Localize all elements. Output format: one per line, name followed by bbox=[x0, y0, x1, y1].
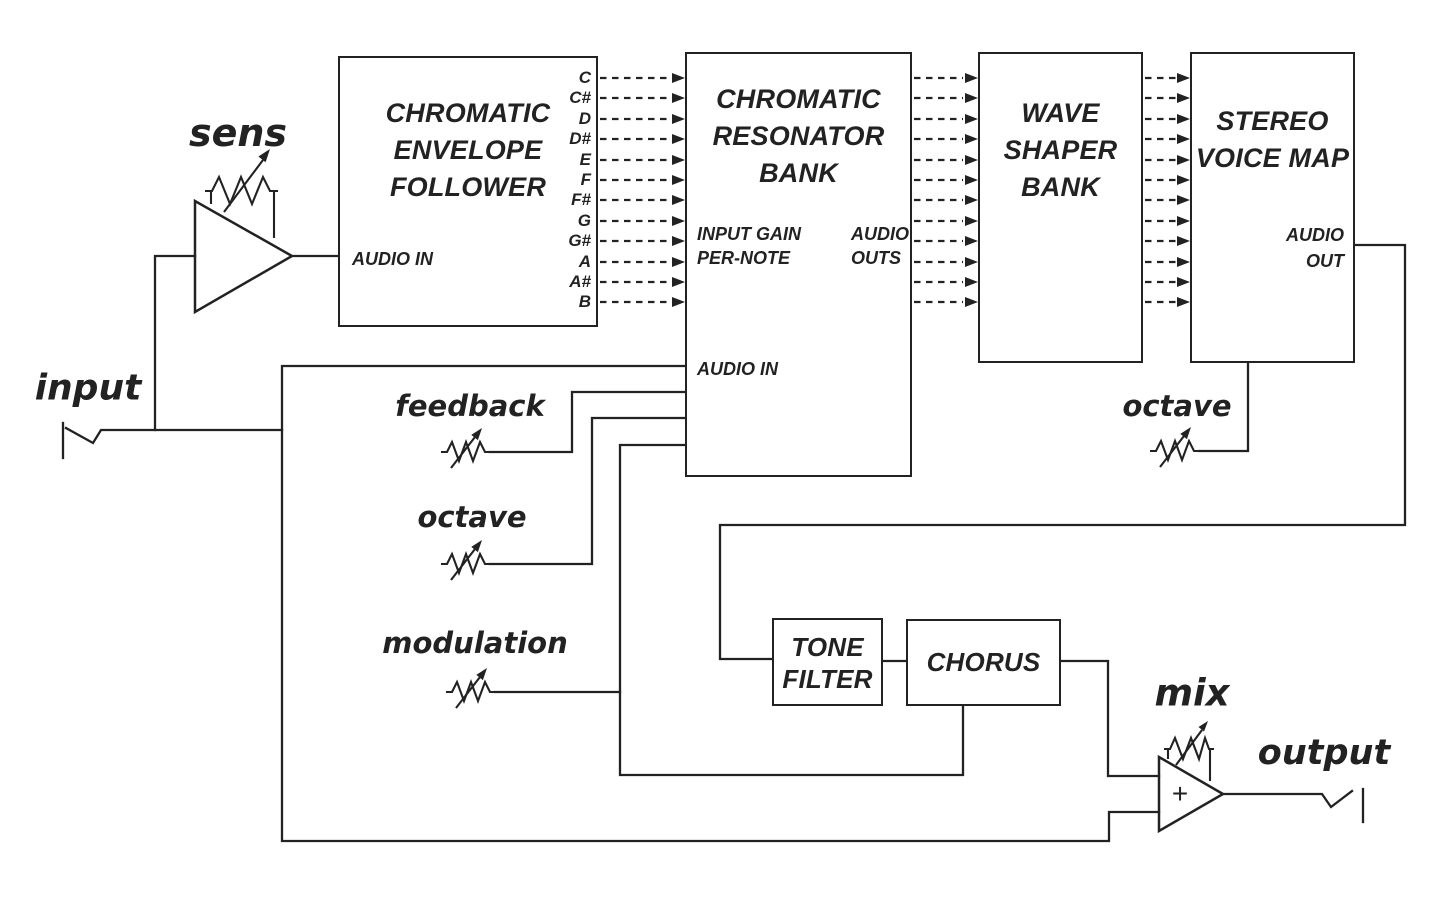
input-wire bbox=[66, 428, 282, 443]
sens-label: sens bbox=[188, 111, 288, 155]
block-title: WAVE SHAPER BANK bbox=[1003, 98, 1118, 202]
note-label-f-sharp: F# bbox=[571, 190, 591, 209]
note-label-c: C bbox=[578, 68, 591, 87]
block-chorus bbox=[906, 619, 1061, 706]
block-title: STEREO VOICE MAP bbox=[1195, 106, 1350, 173]
mix-label: mix bbox=[1154, 671, 1230, 715]
block-title: CHROMATIC RESONATOR BANK bbox=[712, 84, 885, 188]
note-label-b: B bbox=[578, 292, 591, 311]
port-audio-out: AUDIO OUT bbox=[1286, 225, 1344, 271]
sens-amp-input-wire bbox=[155, 256, 195, 430]
port-input-gain-per-note: INPUT GAIN PER-NOTE bbox=[697, 224, 802, 268]
input-label: input bbox=[34, 367, 142, 409]
note-label-f: F bbox=[580, 170, 591, 189]
modulation-chorus-wire bbox=[620, 445, 963, 775]
mix-amp-icon bbox=[1159, 757, 1223, 831]
octave2-label: octave bbox=[1122, 389, 1232, 423]
octave-wire bbox=[490, 418, 685, 564]
note-label-d-sharp: D# bbox=[569, 129, 591, 148]
octave2-pot-icon bbox=[1150, 427, 1199, 467]
note-label-g: G bbox=[577, 211, 591, 230]
note-label-g-sharp: G# bbox=[568, 231, 591, 250]
feedback-label: feedback bbox=[395, 389, 545, 423]
modulation-pot-icon bbox=[446, 668, 495, 708]
sens-pot-icon bbox=[205, 149, 278, 238]
modulation-label: modulation bbox=[382, 626, 568, 660]
note-label-a-sharp: A# bbox=[569, 272, 591, 291]
mix-pot-icon bbox=[1164, 721, 1214, 781]
note-label-c-sharp: C# bbox=[569, 88, 591, 107]
port-audio-outs: AUDIO OUTS bbox=[851, 224, 909, 268]
block-title: CHROMATIC ENVELOPE FOLLOWER bbox=[385, 98, 551, 202]
mix-output-wire bbox=[1223, 791, 1352, 807]
block-stereo-voice-map bbox=[1190, 52, 1355, 363]
output-label: output bbox=[1257, 733, 1391, 773]
port-audio-in: AUDIO IN bbox=[352, 249, 433, 269]
note-label-d: D bbox=[578, 109, 591, 128]
block-title: TONE FILTER bbox=[782, 632, 873, 694]
block-chromatic-resonator-bank bbox=[685, 52, 912, 477]
block-wave-shaper-bank bbox=[978, 52, 1143, 363]
sum-symbol: + bbox=[1171, 778, 1189, 809]
chorus-to-mix-wire bbox=[1061, 661, 1159, 776]
note-label-e: E bbox=[579, 150, 591, 169]
block-tone-filter bbox=[772, 618, 883, 706]
octave-pot-icon bbox=[441, 540, 490, 580]
note-arrows-resonator-to-shaper bbox=[914, 73, 978, 307]
port-audio-in: AUDIO IN bbox=[697, 359, 778, 379]
note-label-a: A bbox=[578, 252, 591, 271]
sens-amp-icon bbox=[195, 201, 292, 312]
feedback-pot-icon bbox=[441, 428, 490, 468]
octave-label: octave bbox=[417, 500, 527, 534]
note-arrows-shaper-to-voicemap bbox=[1145, 73, 1190, 307]
block-title: CHORUS bbox=[926, 647, 1041, 677]
note-arrows-env-to-resonator bbox=[600, 73, 685, 307]
